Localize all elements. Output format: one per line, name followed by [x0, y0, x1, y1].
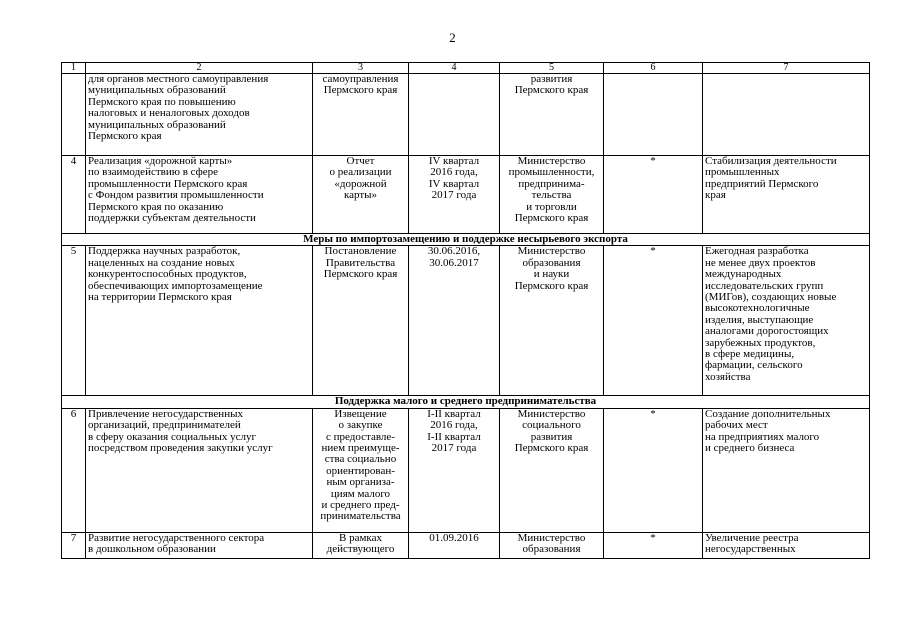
table-row — [62, 156, 870, 234]
result-cell — [703, 74, 870, 156]
column-number: 7 — [703, 63, 870, 74]
table-row — [62, 532, 870, 558]
column-number: 1 — [62, 63, 86, 74]
row-number: 7 — [62, 532, 86, 558]
section-row — [62, 234, 870, 246]
measure-cell: Реализация «дорожной карты» по взаимодействию в сфере промышленности Пермского края с Фондом развития промышленности Пермского края по оказанию поддержки субъектам деятельности — [86, 156, 313, 234]
deadline-cell: 30.06.2016, 30.06.2017 — [409, 246, 500, 396]
table-row — [62, 246, 870, 396]
document-cell: В рамках действующего — [313, 532, 409, 558]
measure-cell: Развитие негосударственного сектора в дошкольном образовании — [86, 532, 313, 558]
section-heading: Поддержка малого и среднего предпринимательства — [62, 396, 870, 408]
column-number: 5 — [500, 63, 604, 74]
section-heading: Меры по импортозамещению и поддержке несырьевого экспорта — [62, 234, 870, 246]
executor-cell: Министерство социального развития Пермского края — [500, 408, 604, 532]
deadline-cell: 01.09.2016 — [409, 532, 500, 558]
column-number: 2 — [86, 63, 313, 74]
row-number: 5 — [62, 246, 86, 396]
document-cell: Постановление Правительства Пермского края — [313, 246, 409, 396]
column-number: 4 — [409, 63, 500, 74]
measure-cell: Привлечение негосударственных организаций, предпринимателей в сферу оказания социальных услуг посредством проведения закупки услуг — [86, 408, 313, 532]
column-number-row — [62, 63, 870, 74]
funding-cell: * — [604, 156, 703, 234]
result-cell: Увеличение реестра негосударственных — [703, 532, 870, 558]
result-cell: Создание дополнительных рабочих мест на предприятиях малого и среднего бизнеса — [703, 408, 870, 532]
row-number: 6 — [62, 408, 86, 532]
funding-cell — [604, 74, 703, 156]
section-row — [62, 396, 870, 408]
column-number: 6 — [604, 63, 703, 74]
table-row — [62, 408, 870, 532]
executor-cell: Министерство промышленности, предпринима- тельства и торговли Пермского края — [500, 156, 604, 234]
funding-cell: * — [604, 532, 703, 558]
row-number: 4 — [62, 156, 86, 234]
deadline-cell: I-II квартал 2016 года, I-II квартал 2017 года — [409, 408, 500, 532]
deadline-cell — [409, 74, 500, 156]
executor-cell: Министерство образования и науки Пермского края — [500, 246, 604, 396]
page-number: 2 — [449, 30, 456, 45]
funding-cell: * — [604, 246, 703, 396]
document-cell: самоуправления Пермского края — [313, 74, 409, 156]
executor-cell: развития Пермского края — [500, 74, 604, 156]
table-row — [62, 74, 870, 156]
result-cell: Ежегодная разработка не менее двух проектов международных исследовательских групп (МИГов), создающих новые высокотехнологичные изделия, выступающие аналогами дорогостоящих зарубежных продуктов, в сфере медицины, фармации, сельского хозяйства — [703, 246, 870, 396]
measure-cell: Поддержка научных разработок, нацеленных на создание новых конкурентоспособных продуктов, обеспечивающих импортозамещение на территории Пермского края — [86, 246, 313, 396]
document-cell: Извещение о закупке с предоставле- нием преимуще- ства социально ориентирован- ным организа- циям малого и среднего пред- принимательства — [313, 408, 409, 532]
measure-cell: для органов местного самоуправления муниципальных образований Пермского края по повышению налоговых и неналоговых доходов муниципальных образований Пермского края — [86, 74, 313, 156]
funding-cell: * — [604, 408, 703, 532]
row-number — [62, 74, 86, 156]
measures-table — [61, 62, 870, 559]
result-cell: Стабилизация деятельности промышленных предприятий Пермского края — [703, 156, 870, 234]
document-cell: Отчет о реализации «дорожной карты» — [313, 156, 409, 234]
column-number: 3 — [313, 63, 409, 74]
executor-cell: Министерство образования — [500, 532, 604, 558]
deadline-cell: IV квартал 2016 года, IV квартал 2017 года — [409, 156, 500, 234]
